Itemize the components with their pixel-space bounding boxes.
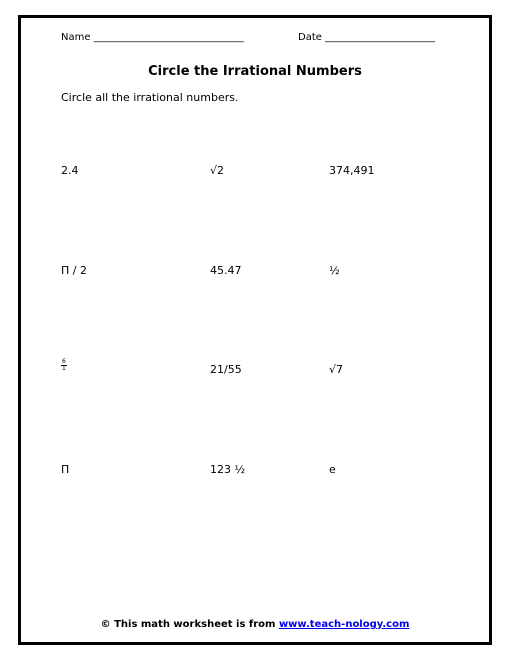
number-item: 45.47 xyxy=(210,264,242,277)
number-item: 374,491 xyxy=(329,164,375,177)
number-item: e xyxy=(329,463,336,476)
number-item: √2 xyxy=(210,164,225,177)
footer-text: © This math worksheet is from xyxy=(100,619,276,630)
stacked-fraction xyxy=(61,359,67,372)
name-field xyxy=(61,32,244,43)
number-item: 2.4 xyxy=(61,164,79,177)
number-item: Π xyxy=(61,463,70,476)
instructions: Circle all the irrational numbers. xyxy=(61,91,239,104)
number-item: Π / 2 xyxy=(61,264,87,277)
number-item: √7 xyxy=(329,363,344,376)
date-label: Date xyxy=(298,32,322,43)
number-item: ½ xyxy=(329,264,340,277)
date-field xyxy=(298,32,435,43)
fraction-numerator: 6 xyxy=(62,358,66,365)
worksheet-title: Circle the Irrational Numbers xyxy=(148,64,362,79)
number-item: 123 ½ xyxy=(210,463,246,476)
fraction-denominator: 1 xyxy=(62,365,66,372)
number-item: 21/55 xyxy=(210,363,242,376)
footer xyxy=(21,619,489,630)
footer-link[interactable]: www.teach-nology.com xyxy=(278,619,410,630)
number-item-fraction xyxy=(61,358,67,376)
worksheet-page xyxy=(18,15,492,645)
date-blank: ______________________ xyxy=(325,32,436,43)
name-blank: ______________________________ xyxy=(93,32,244,43)
name-label: Name xyxy=(61,32,91,43)
